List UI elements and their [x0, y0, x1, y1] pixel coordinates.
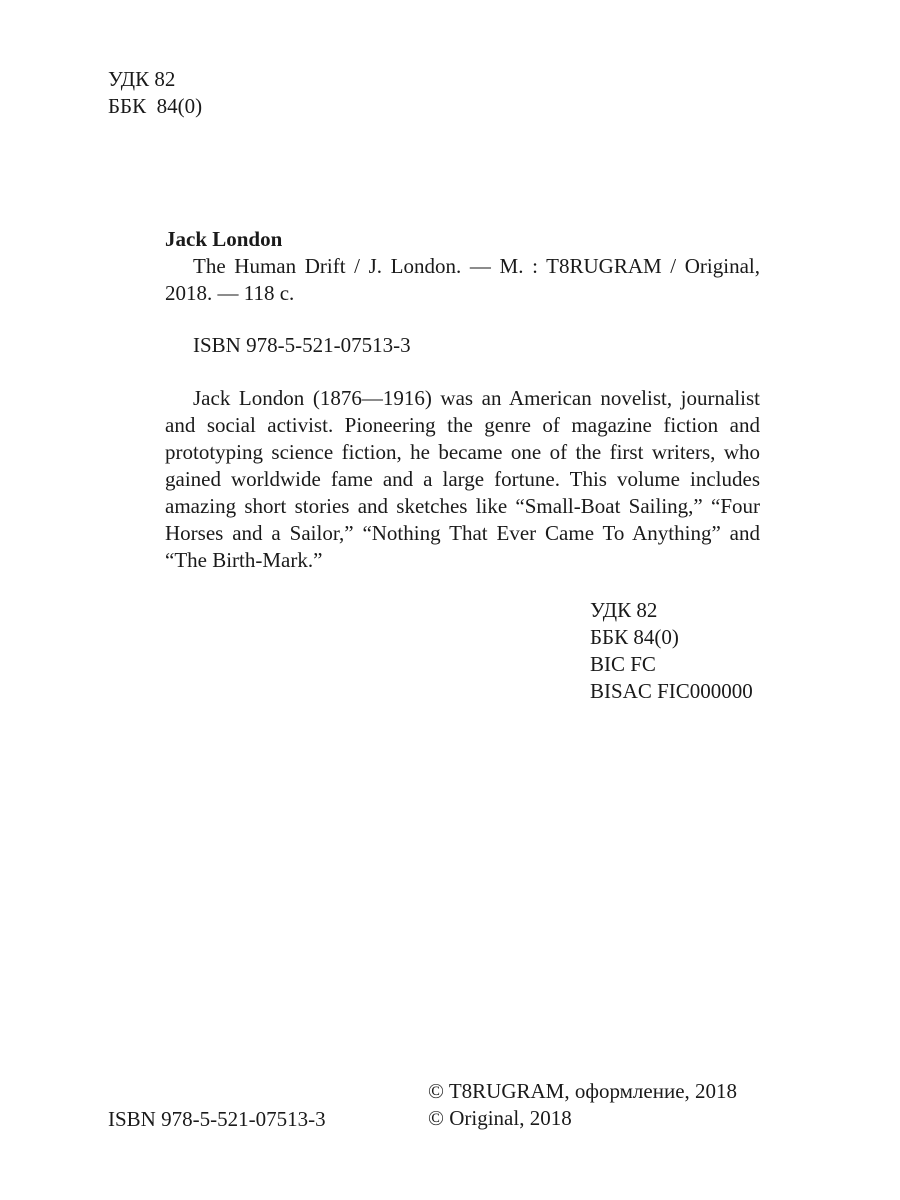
- classification-codes: [590, 597, 753, 705]
- author-name: Jack London: [165, 227, 283, 251]
- citation-text: The Human Drift / J. London. — M. : T8RUGRAM / Original, 2018. — 118 с.: [165, 254, 760, 305]
- udk-code: УДК 82: [108, 67, 176, 91]
- copyright-notice: [428, 1078, 737, 1132]
- annotation-paragraph: Jack London (1876—1916) was an American novelist, journalist and social activist. Pioneering the genre of magazine fiction and prototyping science fiction, he became one of the first writers, who gained worldwide fame and a large fortune. This volume includes amazing short stories and sketches like “Small-Boat Sailing,” “Four Horses and a Sailor,” “Nothing That Ever Came To Anything” and “The Birth-Mark.”: [165, 386, 760, 572]
- bibliographic-record: [165, 226, 760, 307]
- copyright-publisher: © T8RUGRAM, оформление, 2018: [428, 1079, 738, 1103]
- bbk-code-right: ББК 84(0): [590, 625, 679, 649]
- record-isbn: ISBN 978-5-521-07513-3: [193, 333, 411, 357]
- copyright-original: © Original, 2018: [428, 1106, 572, 1130]
- bic-code: BIC FC: [590, 652, 656, 676]
- bisac-code: BISAC FIC000000: [590, 679, 753, 703]
- bbk-code: ББК 84(0): [108, 94, 203, 118]
- footer-isbn: ISBN 978-5-521-07513-3: [108, 1107, 326, 1131]
- top-classification-codes: [108, 66, 202, 120]
- udk-code-right: УДК 82: [590, 598, 658, 622]
